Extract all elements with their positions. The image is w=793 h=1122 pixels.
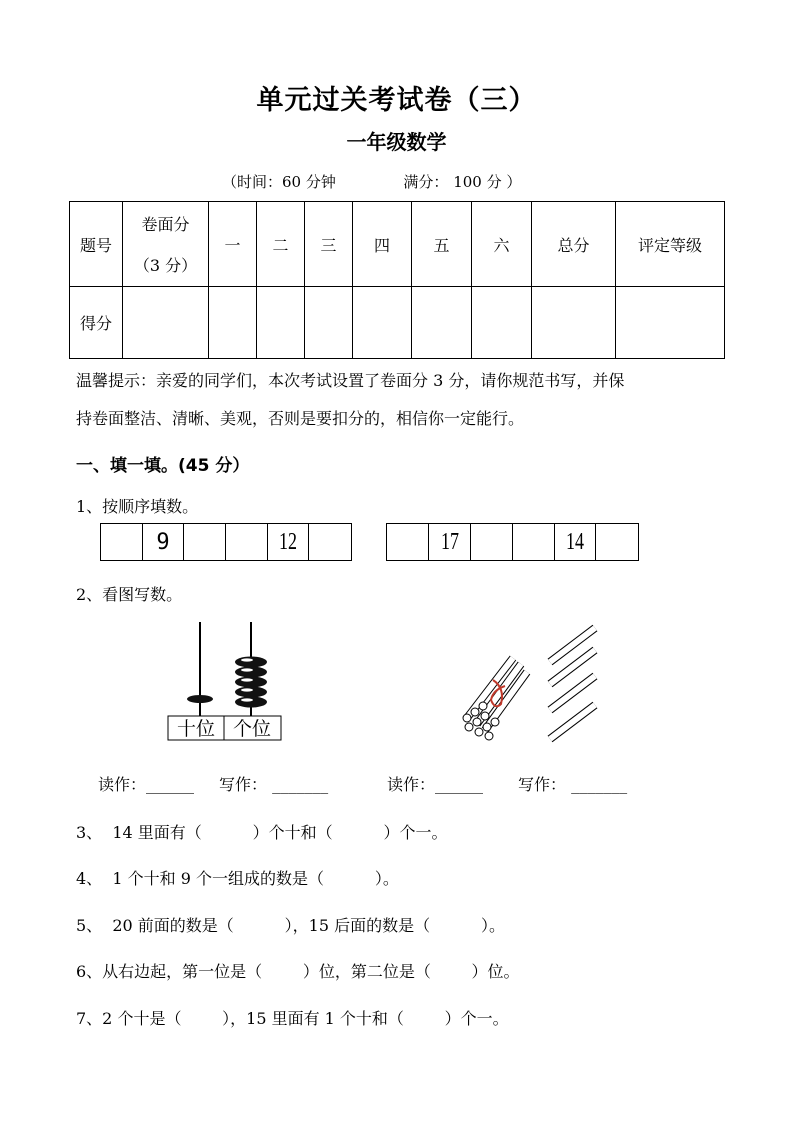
score-cell[interactable] <box>123 287 209 359</box>
score-label: 满分： 100 分 ） <box>403 173 522 191</box>
header-cell-paper <box>123 202 209 287</box>
sequence-boxes-2 <box>386 523 639 561</box>
sequence-boxes-1 <box>100 523 352 561</box>
sequence-blank[interactable] <box>101 524 143 560</box>
stick-bundle-icon <box>455 650 535 745</box>
question-1: 1、按顺序填数。 <box>76 497 199 516</box>
score-cell[interactable] <box>257 287 305 359</box>
score-cell[interactable] <box>209 287 257 359</box>
question-3: 3、 14 里面有（ ）个十和（ ）个一。 <box>76 823 448 842</box>
time-label: （时间：60 分钟 <box>222 173 336 191</box>
score-table <box>69 201 725 359</box>
paper-score-points: （3 分） <box>133 256 198 275</box>
question-7: 7、2 个十是（ ），15 里面有 1 个十和（ ）个一。 <box>76 1009 509 1028</box>
sequence-number: 12 <box>268 524 310 560</box>
score-cell[interactable] <box>305 287 353 359</box>
header-cell: 五 <box>412 202 472 287</box>
abacus-label-tens: 十位 <box>176 718 216 740</box>
sticks-icon <box>540 622 610 747</box>
score-row-label: 得分 <box>70 287 123 359</box>
header-cell: 四 <box>353 202 412 287</box>
sequence-blank[interactable] <box>309 524 351 560</box>
sequence-blank[interactable] <box>596 524 638 560</box>
header-cell: 六 <box>472 202 532 287</box>
header-cell: 三 <box>305 202 353 287</box>
sequence-blank[interactable] <box>471 524 513 560</box>
page-title: 单元过关考试卷（三） <box>256 85 537 116</box>
page-subtitle: 一年级数学 <box>346 130 447 154</box>
score-cell[interactable] <box>353 287 412 359</box>
write-prompt-2[interactable]: 写作： _______ <box>518 775 628 794</box>
hint-line-2: 持卷面整洁、清晰、美观，否则是要扣分的，相信你一定能行。 <box>76 409 525 428</box>
hint-line-1: 温馨提示：亲爱的同学们，本次考试设置了卷面分 3 分，请你规范书写，并保 <box>76 371 625 390</box>
section-heading: 一、填一填。(45 分） <box>76 456 250 476</box>
score-cell[interactable] <box>616 287 725 359</box>
sequence-blank[interactable] <box>226 524 268 560</box>
read-prompt-1[interactable]: 读作：______ <box>98 775 195 794</box>
header-cell: 二 <box>257 202 305 287</box>
sequence-blank[interactable] <box>513 524 555 560</box>
header-cell: 总分 <box>532 202 616 287</box>
header-cell: 评定等级 <box>616 202 725 287</box>
score-cell[interactable] <box>412 287 472 359</box>
header-cell: 一 <box>209 202 257 287</box>
score-cell[interactable] <box>532 287 616 359</box>
abacus-label-ones: 个位 <box>232 718 272 740</box>
exam-info <box>222 171 521 192</box>
sequence-blank[interactable] <box>184 524 226 560</box>
read-prompt-2[interactable]: 读作：______ <box>387 775 484 794</box>
question-2: 2、看图写数。 <box>76 585 183 604</box>
sequence-number: 17 <box>429 524 472 560</box>
abacus-icon <box>165 620 285 742</box>
sequence-blank[interactable] <box>387 524 429 560</box>
score-cell[interactable] <box>472 287 532 359</box>
sequence-number: 14 <box>555 524 597 560</box>
question-5: 5、 20 前面的数是（ ），15 后面的数是（ ）。 <box>76 916 505 935</box>
header-cell: 题号 <box>70 202 123 287</box>
sequence-number: 9 <box>143 524 185 560</box>
question-6: 6、从右边起，第一位是（ ）位，第二位是（ ）位。 <box>76 962 520 981</box>
hint-text <box>76 362 726 438</box>
write-prompt-1[interactable]: 写作： _______ <box>219 775 329 794</box>
question-4: 4、 1 个十和 9 个一组成的数是（ ）。 <box>76 869 399 888</box>
paper-score-label: 卷面分 <box>141 215 190 234</box>
